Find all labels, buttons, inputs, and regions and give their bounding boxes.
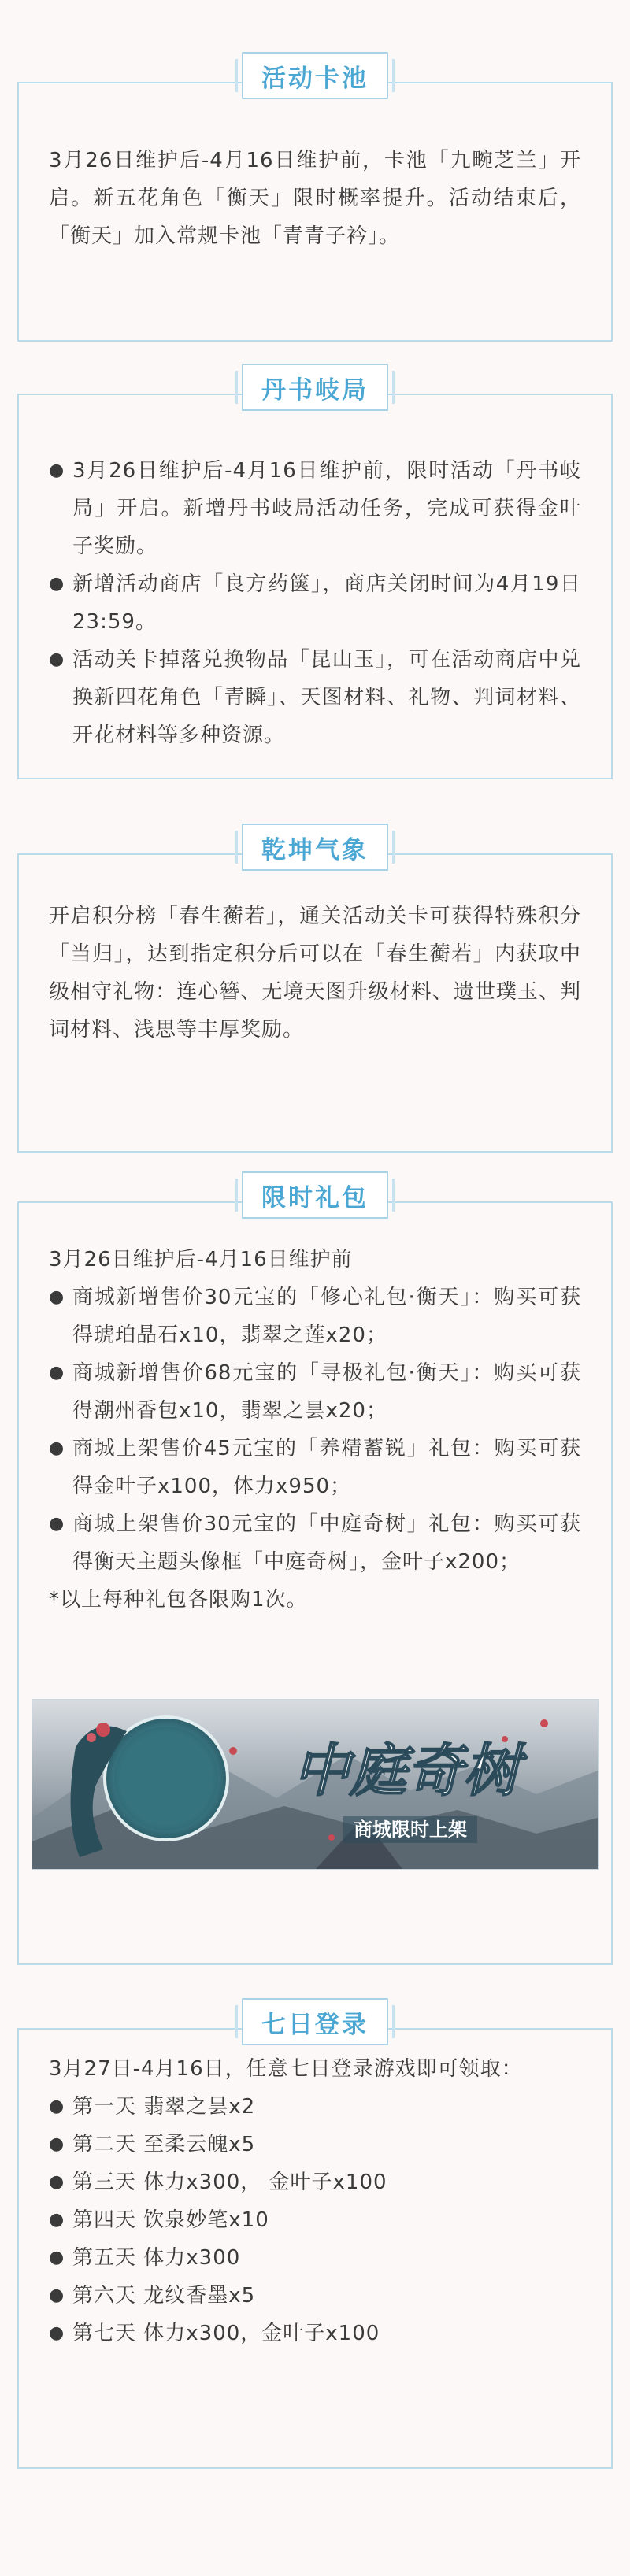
- list-item: [49, 2201, 581, 2239]
- list-item-text: 第七天 体力x300，金叶子x100: [72, 2322, 380, 2345]
- paragraph: 开启积分榜「春生蘅若」，通关活动关卡可获得特殊积分「当归」，达到指定积分后可以在「春生蘅若」内获取中级相守礼物：连心簪、无境天图升级材料、遗世璞玉、判词材料、浅思等丰厚奖励。: [49, 905, 581, 1042]
- list-item-text: 第五天 体力x300: [72, 2246, 241, 2270]
- bullet-icon: ●: [49, 1438, 65, 1458]
- banner-artwork: [32, 1700, 598, 1869]
- bullet-icon: ●: [49, 2248, 65, 2267]
- list-item-text: 第六天 龙纹香墨x5: [72, 2284, 256, 2308]
- note-text: *以上每种礼包各限购1次。: [49, 1588, 308, 1612]
- bullet-icon: ●: [49, 2285, 65, 2305]
- list-item-text: 第四天 饮泉妙笔x10: [72, 2208, 269, 2232]
- bullet-icon: ●: [49, 2210, 65, 2230]
- list-item-text: 商城上架售价45元宝的「养精蓄锐」礼包：购买可获得金叶子x100，体力x950；: [72, 1437, 581, 1498]
- list-item-text: 第三天 体力x300， 金叶子x100: [72, 2171, 387, 2194]
- list-item-text: 第二天 至柔云魄x5: [72, 2133, 256, 2156]
- intro-text: 3月27日-4月16日，任意七日登录游戏即可领取：: [49, 2057, 523, 2081]
- section-qiankun-header: [0, 824, 630, 871]
- section-title: 七日登录: [242, 1998, 388, 2045]
- list-item: [49, 1505, 581, 1581]
- section-title: 活动卡池: [242, 52, 388, 99]
- bullet-icon: ●: [49, 2097, 65, 2116]
- bullet-icon: ●: [49, 2134, 65, 2154]
- paragraph: 3月26日维护后-4月16日维护前，卡池「九畹芝兰」开启。新五花角色「衡天」限时概率提升。活动结束后，「衡天」加入常规卡池「青青子衿」。: [49, 149, 581, 248]
- section-qiankun-content: [49, 898, 581, 1049]
- list-item: [49, 2315, 581, 2352]
- bullet-icon: ●: [49, 650, 65, 669]
- section-gift-content: [49, 1241, 581, 1619]
- section-title: 乾坤气象: [242, 824, 388, 871]
- banner-image: [32, 1699, 598, 1870]
- list-item-text: 商城新增售价68元宝的「寻极礼包·衡天」：购买可获得潮州香包x10，翡翠之昙x20；: [72, 1361, 581, 1423]
- section-gift-header: [0, 1171, 630, 1219]
- bullet-icon: ●: [49, 2323, 65, 2343]
- section-card-pool-content: [49, 142, 581, 255]
- list-item: [49, 2163, 581, 2201]
- bullet-icon: ●: [49, 461, 65, 480]
- bullet-icon: ●: [49, 2172, 65, 2192]
- bullet-icon: ●: [49, 574, 65, 594]
- list-item-text: 商城新增售价30元宝的「修心礼包·衡天」：购买可获得琥珀晶石x10，翡翠之莲x20；: [72, 1286, 581, 1347]
- list-item: [49, 1354, 581, 1430]
- list-item: [49, 452, 581, 565]
- bullet-icon: ●: [49, 1363, 65, 1382]
- section-danshu-header: [0, 364, 630, 411]
- list-item: [49, 1279, 581, 1354]
- bullet-icon: ●: [49, 1287, 65, 1307]
- list-item-text: 活动关卡掉落兑换物品「昆山玉」，可在活动商店中兑换新四花角色「青瞬」、天图材料、礼物、判词材料、开花材料等多种资源。: [72, 648, 581, 747]
- intro-text: 3月26日维护后-4月16日维护前: [49, 1248, 353, 1271]
- list-item-text: 第一天 翡翠之昙x2: [72, 2095, 256, 2119]
- section-title: 丹书岐局: [242, 364, 388, 411]
- list-item: [49, 1430, 581, 1505]
- list-item-text: 商城上架售价30元宝的「中庭奇树」礼包：购买可获得衡天主题头像框「中庭奇树」，金叶子x200；: [72, 1512, 581, 1574]
- list-item-text: 3月26日维护后-4月16日维护前，限时活动「丹书岐局」开启。新增丹书岐局活动任务，完成可获得金叶子奖励。: [72, 459, 581, 558]
- list-item: [49, 641, 581, 754]
- section-danshu-content: [49, 452, 581, 754]
- list-item: [49, 2126, 581, 2163]
- section-card-pool-header: [0, 52, 630, 99]
- list-item: [49, 565, 581, 641]
- section-login-content: [49, 2050, 581, 2352]
- list-item: [49, 2277, 581, 2315]
- banner-title: 中庭奇树: [292, 1737, 521, 1804]
- bullet-icon: ●: [49, 1514, 65, 1534]
- banner-subtitle: 商城限时上架: [354, 1818, 467, 1841]
- section-title: 限时礼包: [242, 1171, 388, 1219]
- list-item: [49, 2239, 581, 2277]
- section-login-header: [0, 1998, 630, 2045]
- list-item-text: 新增活动商店「良方药箧」，商店关闭时间为4月19日23:59。: [72, 572, 581, 634]
- list-item: [49, 2088, 581, 2126]
